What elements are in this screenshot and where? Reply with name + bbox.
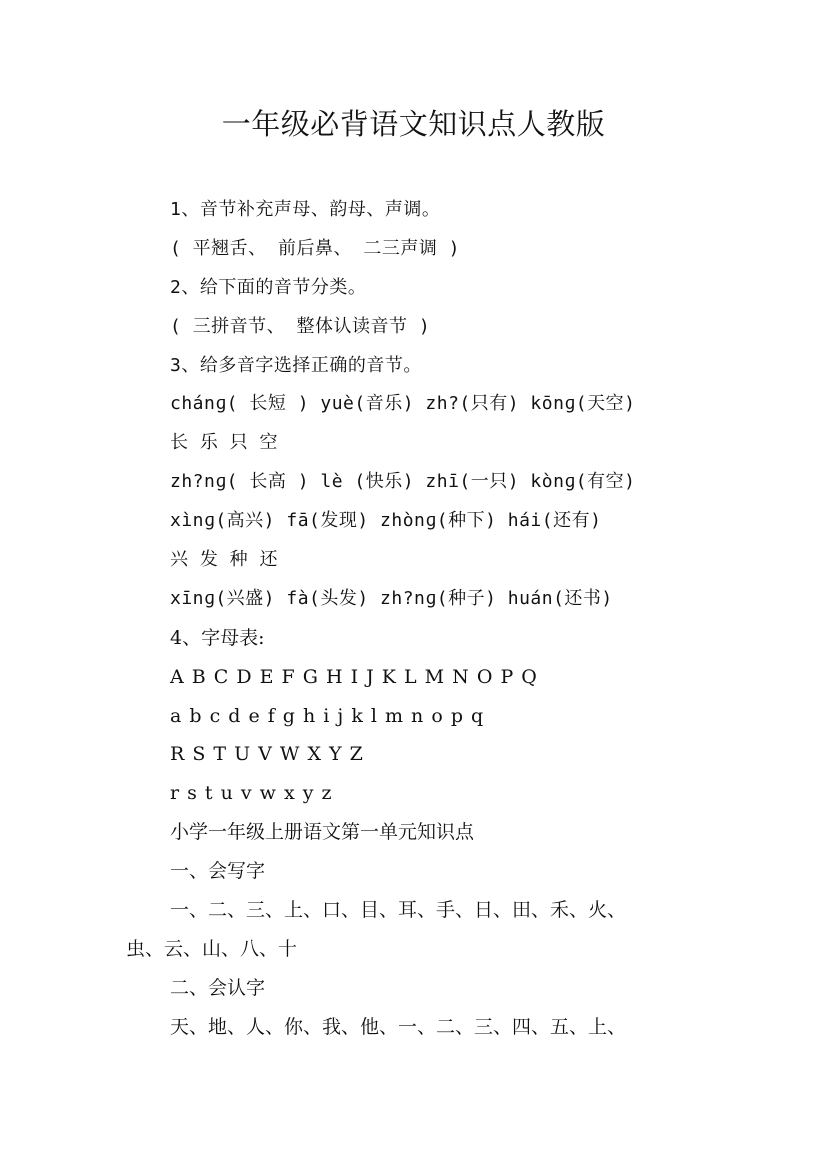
text-line: 3、给多音字选择正确的音节。 (170, 354, 422, 376)
alphabet-line: A B C D E F G H I J K L M N O P Q (170, 665, 538, 688)
text-line: 1、音节补充声母、韵母、声调。 (170, 199, 441, 220)
pinyin-line: zh?nɡ( 长高 ) lè (快乐) zhī(一只) kònɡ(有空) (170, 471, 636, 493)
subsection-heading: 二、会认字 (170, 976, 266, 999)
text-line: ( 平翘舌、 前后鼻、 二三声调 ) (170, 237, 461, 259)
text-line: 长 乐 只 空 (170, 432, 279, 454)
text-line: 一、二、三、上、口、目、耳、手、日、田、禾、火、 (170, 899, 627, 922)
text-line: 4、字母表: (170, 626, 265, 649)
text-line: ( 三拼音节、 整体认读音节 ) (170, 315, 431, 337)
pinyin-line: xīnɡ(兴盛) fà(头发) zh?nɡ(种子) huán(还书) (170, 587, 613, 609)
pinyin-line: chánɡ( 长短 ) yuè(音乐) zh?(只有) kōnɡ(天空) (170, 393, 636, 415)
subsection-heading: 一、会写字 (170, 860, 266, 883)
text-line: 2、给下面的音节分类。 (170, 276, 367, 298)
text-line: 天、地、人、你、我、他、一、二、三、四、五、上、 (170, 1015, 627, 1038)
alphabet-line: r s t u v w x y z (170, 782, 333, 805)
alphabet-line: a b c d e f g h i j k l m n o p q (170, 704, 485, 727)
text-line: 虫、云、山、八、十 (126, 937, 298, 960)
pinyin-line: xìnɡ(高兴) fā(发现) zhònɡ(种下) hái(还有) (170, 510, 602, 532)
document-title: 一年级必背语文知识点人教版 (221, 107, 606, 141)
text-line: 兴 发 种 还 (170, 549, 279, 571)
section-heading: 小学一年级上册语文第一单元知识点 (170, 821, 475, 844)
document-body (126, 191, 726, 1047)
alphabet-line: R S T U V W X Y Z (170, 743, 364, 766)
